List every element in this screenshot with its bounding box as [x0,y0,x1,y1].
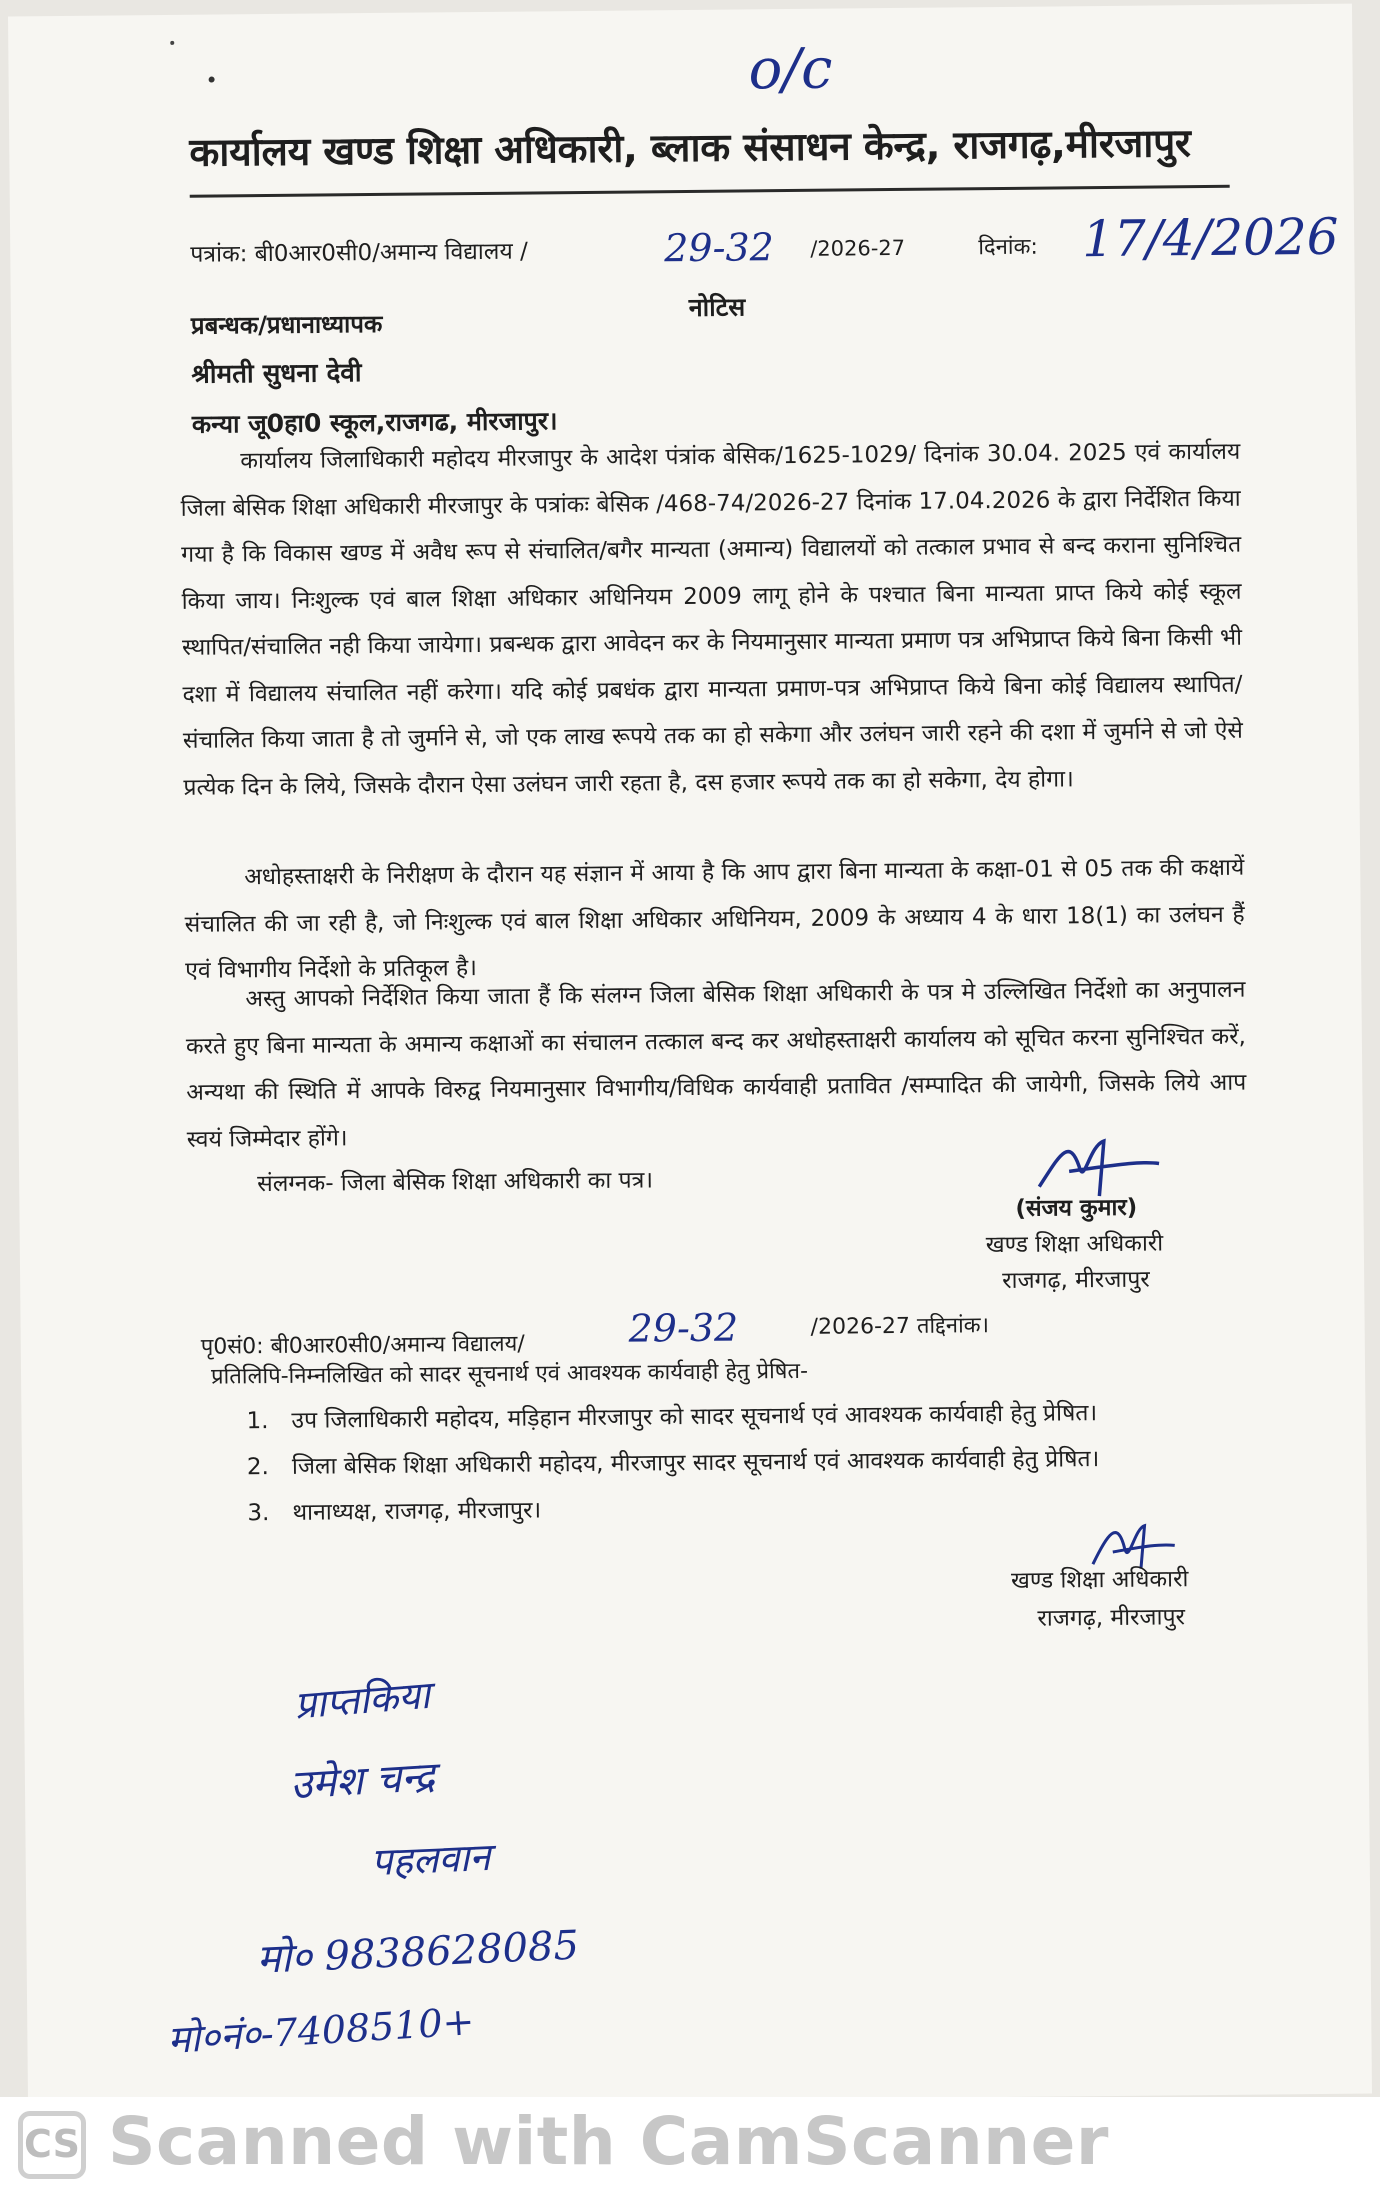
notice-paragraph-1: कार्यालय जिलाधिकारी महोदय मीरजापुर के आदेश पंत्रांक बेसिक/1625-1029/ दिनांक 30.04. 2025 एवं कार्यालय जिला बेसिक शिक्षा अधिकारी मीरजापुर के पत्रांकः बेसिक /468-74/2026-27 दिनांक 17.04.2026 के द्वारा निर्देशित किया गया है कि विकास खण्ड में अवैध रूप से संचालित/बगैर मान्यता (अमान्य) विद्यालयों को तत्काल प्रभाव से बन्द कराना सुनिश्चित किया जाय। निःशुल्क एवं बाल शिक्षा अधिकार अधिनियम 2009 लागू होने के पश्चात बिना मान्यता प्राप्त किये कोई स्कूल स्थापित/संचालित नही किया जायेगा। प्रबन्धक द्वारा आवेदन कर के नियमानुसार मान्यता प्रमाण पत्र अभिप्राप्त किये बिना किसी भी दशा में विद्यालय संचालित नहीं करेगा। यदि कोई प्रबधंक द्वारा मान्यता प्रमाण-पत्र अभिप्राप्त किये बिना कोई विद्यालय स्थापित/संचालित किया जाता है तो जुर्माने से, जो एक लाख रूपये तक का हो सकेगा और उलंघन जारी रहने की दशा में जुर्माने से जो ऐसे प्रत्येक दिन के लिये, जिसके दौरान ऐसा उलंघन जारी रहता है, दस हजार रूपये तक का हो सकेगा, देय होगा। [180,438,1244,801]
heading-underline [190,185,1230,198]
handwritten-phone-1: मो० 9838628085 [255,1922,580,1983]
notice-paragraph-3: अस्तु आपको निर्देशित किया जाता हैं कि संलग्न जिला बेसिक शिक्षा अधिकारी के पत्र मे उल्लिखित निर्देशो का अनुपालन करते हुए बिना मान्यता के अमान्य कक्षाओं का संचालन तत्काल बन्द कर अधोहस्ताक्षरी कार्यालय को सूचित करना सुनिश्चित करें, अन्यथा की स्थिति में आपके विरुद्व नियमानुसार विभागीय/विधिक कार्यवाही प्रतावित /सम्पादित की जायेगी, जिसके लिये आप स्वयं जिम्मेदार होंगे। [185,976,1247,1153]
notice-paragraph-2: अधोहस्ताक्षरी के निरीक्षण के दौरान यह संज्ञान में आया है कि आप द्वारा बिना मान्यता के कक्षा-01 से 05 तक की कक्षायें संचालित की जा रही है, जो निःशुल्क एवं बाल शिक्षा अधिकार अधिनियम, 2009 के अध्याय 4 के धारा 18(1) का उलंघन हैं एवं विभागीय निर्देशो के प्रतिकूल है। [184,854,1245,984]
copy-intro: प्रतिलिपि-निम्नलिखित को सादर सूचनार्थ एवं आवश्यक कार्यवाही हेतु प्रेषित- [210,1358,809,1390]
list-number: 2. [246,1454,270,1481]
handwritten-top-mark: o/c [748,36,833,103]
signatory-place: राजगढ़, मीरजापुर [1002,1266,1150,1295]
copy-ref-prefix: पृ0सं0: बी0आर0सी0/अमान्य विद्यालय/ [200,1331,525,1360]
copy-ref-number: 29-32 [628,1305,739,1351]
copy-ref-suffix: /2026-27 तद्दिनांक। [810,1313,990,1340]
handwritten-title: पहलवान [369,1834,492,1885]
addressee-name: श्रीमती सुधना देवी [191,358,362,390]
ref-year: /2026-27 [810,235,906,261]
list-text: जिला बेसिक शिक्षा अधिकारी महोदय, मीरजापुर सादर सूचनार्थ एवं आवश्यक कार्यवाही हेतु प्रेषित। [291,1446,1100,1480]
list-text: उप जिलाधिकारी महोदय, मड़िहान मीरजापुर को सादर सूचनार्थ एवं आवश्यक कार्यवाही हेतु प्रेषित। [291,1400,1098,1434]
enclosure-line: संलग्नक- जिला बेसिक शिक्षा अधिकारी का पत्र। [257,1167,654,1198]
ref-prefix: पत्रांक: बी0आर0सी0/अमान्य विद्यालय / [190,238,528,268]
handwritten-name: उमेश चन्द्र [288,1753,437,1809]
ref-number: 29-32 [664,225,775,271]
date-label: दिनांक: [978,234,1038,261]
document-page [8,4,1372,2107]
handwritten-phone-2: मो०नं०-7408510+ [166,1999,476,2063]
date-value: 17/4/2026 [1081,207,1339,269]
camscanner-text: Scanned with CamScanner [108,2103,1109,2180]
office-heading: कार्यालय खण्ड शिक्षा अधिकारी, ब्लाक संसाधन केन्द्र, राजगढ़,मीरजापुर [189,121,1191,176]
reference-line [190,234,528,269]
scan-speck [209,77,215,83]
list-number: 3. [247,1500,270,1527]
signatory-place: राजगढ़, मीरजापुर [1037,1604,1186,1632]
scan-speck [170,41,174,45]
camscanner-watermark [0,2097,1380,2205]
list-text: थानाध्यक्ष, राजगढ़, मीरजापुर। [292,1497,542,1526]
camscanner-logo: CS [18,2111,86,2179]
list-number: 1. [246,1408,269,1435]
notice-title: नोटिस [688,292,746,322]
signatory-name: (संजय कुमार) [1015,1194,1138,1222]
handwritten-received: प्राप्तकिया [292,1672,432,1728]
addressee-school: कन्या जू0हा0 स्कूल,राजगढ, मीरजापुर। [191,406,558,439]
addressee-role: प्रबन्धक/प्रधानाध्यापक [190,309,383,340]
signatory-designation: खण्ड शिक्षा अधिकारी [985,1230,1164,1259]
signatory-designation: खण्ड शिक्षा अधिकारी [1010,1566,1189,1594]
